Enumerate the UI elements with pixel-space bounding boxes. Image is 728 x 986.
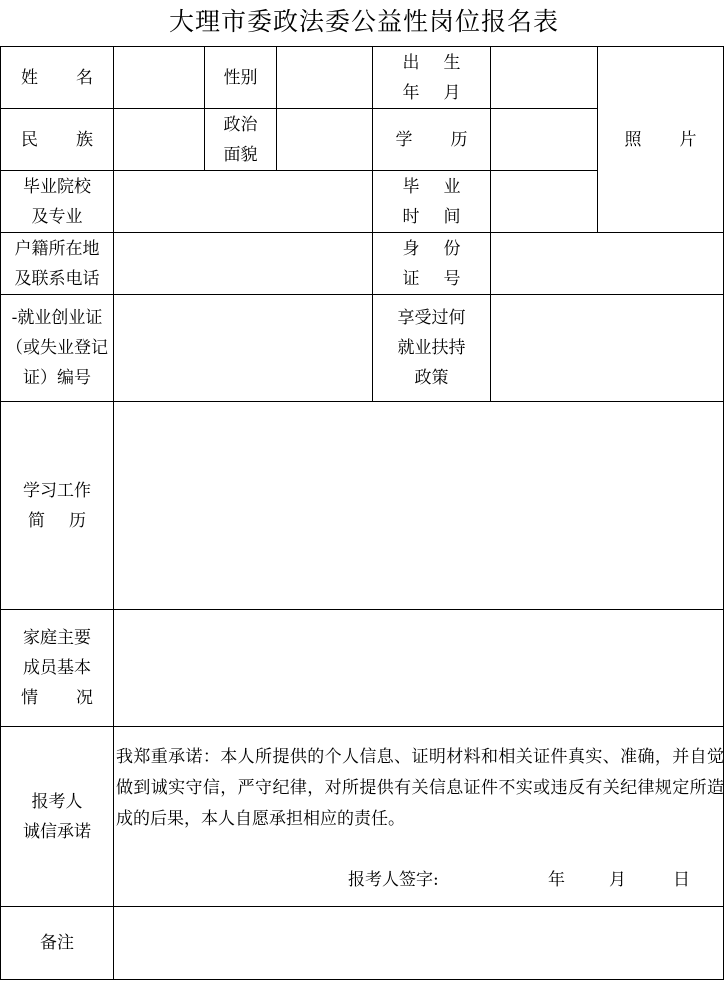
label-household: 户籍所在地 及联系电话	[14, 238, 100, 289]
input-support-policy[interactable]	[491, 295, 723, 401]
label-graduation-date: 毕 业 时 间	[402, 176, 461, 227]
input-name[interactable]	[114, 47, 204, 108]
pledge-text: 我郑重承诺：本人所提供的个人信息、证明材料和相关证件真实、准确，并自觉做到诚实守信，严守纪律，对所提供有关信息证件不实或违反有关纪律规定所造成的后果，本人自愿承担相应的责任。	[116, 747, 724, 829]
input-household[interactable]	[114, 233, 372, 294]
input-id-number[interactable]	[491, 233, 723, 294]
signature-month: 月	[609, 870, 626, 890]
label-id-number: 身 份 证 号	[402, 238, 461, 289]
input-school[interactable]	[114, 171, 372, 232]
label-gender: 性别	[223, 67, 258, 88]
input-family[interactable]	[114, 610, 723, 726]
signature-year: 年	[548, 870, 565, 890]
input-employment-cert[interactable]	[114, 295, 372, 401]
label-support-policy: 享受过何 就业扶持 政策	[397, 308, 466, 388]
input-political[interactable]	[277, 109, 372, 170]
label-ethnic: 民 族	[21, 129, 93, 150]
input-resume[interactable]	[114, 402, 723, 609]
input-remark[interactable]	[114, 907, 723, 979]
table-border-bottom	[0, 979, 724, 980]
label-remark: 备注	[40, 933, 74, 953]
input-education[interactable]	[491, 109, 597, 170]
label-political: 政治 面貌	[223, 114, 258, 165]
label-birth: 出 生 年 月	[402, 52, 461, 103]
input-gender[interactable]	[277, 47, 372, 108]
label-education: 学 历	[395, 129, 468, 150]
label-employment-cert: -就业创业证 （或失业登记 证）编号	[6, 308, 108, 388]
photo-box[interactable]: 照 片	[624, 129, 697, 150]
label-resume: 学习工作 简 历	[23, 480, 91, 531]
label-family: 家庭主要 成员基本 情 况	[21, 628, 93, 708]
signature-label: 报考人签字:	[348, 870, 439, 890]
table-border-right	[723, 46, 724, 980]
form-title: 大理市委政法委公益性岗位报名表	[168, 7, 559, 36]
label-integrity-pledge: 报考人 诚信承诺	[23, 791, 91, 842]
label-name: 姓 名	[21, 67, 93, 88]
label-school: 毕业院校 及专业	[23, 176, 91, 227]
input-graduation-date[interactable]	[491, 171, 597, 232]
input-ethnic[interactable]	[114, 109, 204, 170]
input-birth[interactable]	[491, 47, 597, 108]
signature-field[interactable]	[448, 866, 538, 894]
signature-day: 日	[673, 870, 690, 890]
